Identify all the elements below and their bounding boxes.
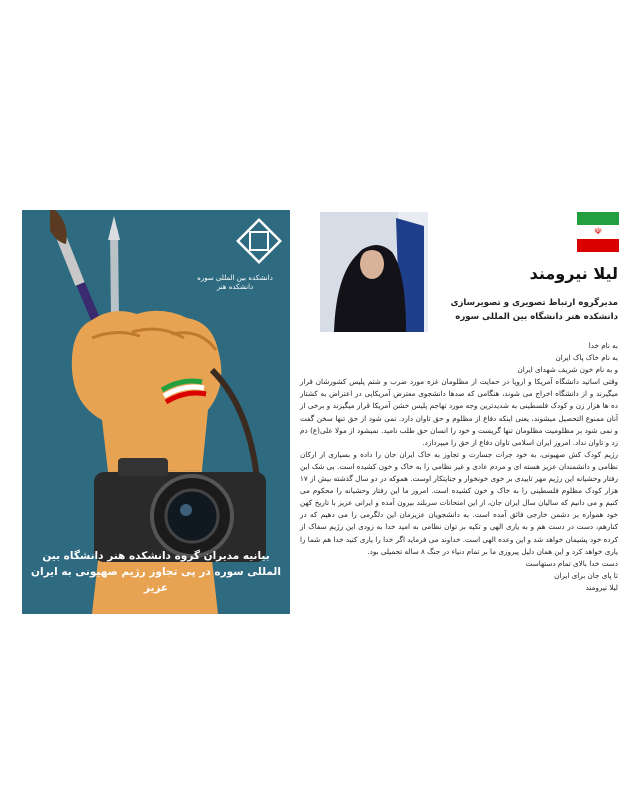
poster-logo-text: دانشکده بین المللی سوره دانشکده هنر xyxy=(197,274,273,291)
author-position-line1: مدیرگروه ارتباط تصویری و تصویرسازی xyxy=(450,298,618,308)
author-position-line2: دانشکده هنر دانشگاه بین المللی سوره xyxy=(455,312,618,322)
author-photo xyxy=(320,212,428,332)
statement-poster xyxy=(22,210,290,614)
statement-paragraph: رژیم کودک کش صهیونی، به خود جرات جسارت و تجاوز به خاک ایران جان را داده و بسیاری از ارکان نظامی و دانشمندان عزیز هسته ای و مردم عادی و غیر نظامی را به خاک و خون کشیده است. بی شک این رفتار وحشیانه این رژیم مهر تاییدی بر خوی خونخوار و جنایتکار اوست. هموکه در دو سال گذشته بیش از ۱۷ هزار کودک مظلوم فلسطینی را به خاک و خون کشیده است. امروز ما این رفتار وحشیانه را محکوم می کنیم و می دانیم که سالیان سال ایران جان، از این امتحانات سربلند بیرون آمده و ایرانی عزیز با تاریخ کهن خود همواره بر دشمن خارجی فائق آمده است. به دانشجویان عزیزمان این دلگرمی را می دهیم که در کنارهم، دست در دست هم و به یاری الهی و تکیه بر توان نظامی به امید خدا به زودی این رژیم سفاک از کرده خود پشیمان خواهد شد و این وعده الهی است. خداوند می فرماید اگر خدا را یاری کنید خدا هم شما را یاری خواهد کرد و این همان دلیل پیروزی ما بر تمام دنیاء در جنگ ۸ ساله تحمیلی بود. xyxy=(300,449,618,556)
closing-line: دست خدا بالای تمام دستهاست xyxy=(525,558,618,568)
author-position xyxy=(418,296,618,324)
greeting-line: و به نام خون شریف شهدای ایران xyxy=(517,365,618,375)
iran-flag-icon xyxy=(577,212,619,252)
signature: لیلا نیرومند xyxy=(585,582,618,592)
statement-text xyxy=(300,340,618,710)
statement-paragraph: وقتی اساتید دانشگاه آمریکا و اروپا در حمایت از مظلومان غزه مورد ضرب و شتم پلیس کشورشان قرار میگیرند و از دانشگاه اخراج می شوند، هنگامی که صدها دانشجوی معترض آمریکایی در اعتراض به کشتار ده ها هزار زن و کودک فلسطینی به شدیدترین وجه مورد تهاجم پلیس خشن آمریکا قرار میگیرند و برخی از آنان ممنوع التحصیل میشوند، یعنی اینکه دفاع از مظلوم و حق تاوان دارد. نمی شود از حق تنها سخن گفت و نمی شود بر مظلومیت مظلومان تنها گریست و خود را انسان حق طلب نامید. نمیشود از مولا علی(ع) دم زد و تاوان نداد. امروز ایران اسلامی تاوان دفاع از حق را میپردازد. xyxy=(300,377,618,447)
closing-line: تا پای جان برای ایران xyxy=(554,570,618,580)
camera-icon xyxy=(94,458,266,562)
greeting-line: به نام خاک پاک ایران xyxy=(555,353,618,363)
poster-title: بیانیه مدیران گروه دانشکده هنر دانشگاه بین المللی سوره در پی تجاوز رژیم صهیونی به ایران عزیز xyxy=(31,550,281,594)
flag-emblem: ☫ xyxy=(593,227,603,237)
greeting-line: به نام خدا xyxy=(588,341,618,350)
author-name: لیلا نیرومند xyxy=(529,264,618,283)
